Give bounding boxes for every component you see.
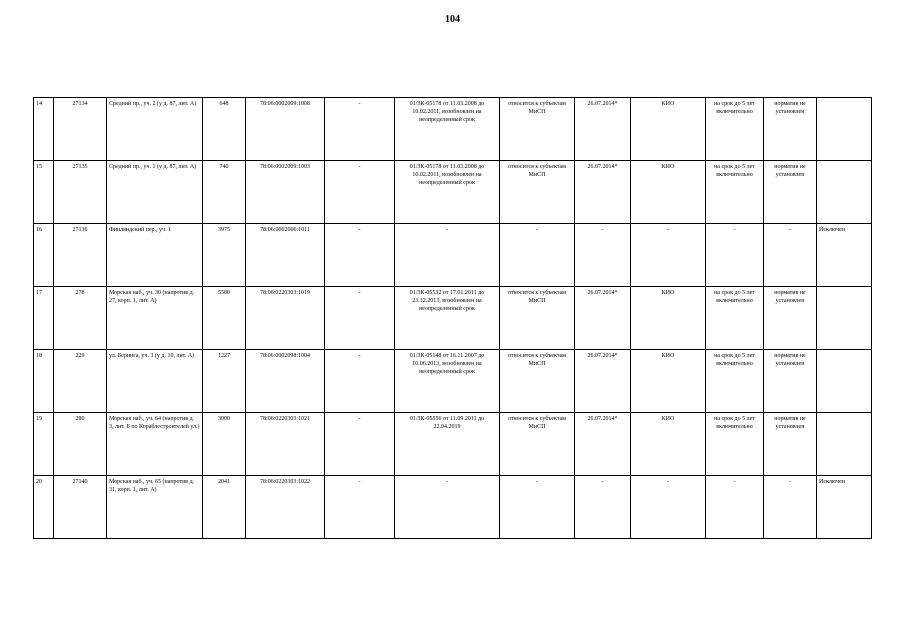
area-cell: 648 xyxy=(203,98,246,161)
lease-term-cell: - xyxy=(706,224,764,287)
authority-cell: КИО xyxy=(631,350,706,413)
encumbrance-cell: - xyxy=(325,224,395,287)
address-cell: Средний пр., уч. 2 (у д. 87, лит. А) xyxy=(107,98,203,161)
row-number-cell: 18 xyxy=(34,350,54,413)
address-cell: Средний пр., уч. 1 (у д. 87, лит. А) xyxy=(107,161,203,224)
address-cell: Морская наб., уч. 30 (напротив д. 27, корп. 1, лит. А) xyxy=(107,287,203,350)
note-cell: Исключен xyxy=(817,224,872,287)
lease-term-cell: на срок до 5 лет включительно xyxy=(706,98,764,161)
area-cell: 3000 xyxy=(203,413,246,476)
registry-number-cell: 27140 xyxy=(54,476,107,539)
row-number-cell: 14 xyxy=(34,98,54,161)
encumbrance-cell: - xyxy=(325,413,395,476)
lease-term-cell: на срок до 5 лет включительно xyxy=(706,161,764,224)
encumbrance-cell: - xyxy=(325,476,395,539)
table-row xyxy=(34,98,872,161)
property-category-cell: относится к субъектам МиСП xyxy=(500,98,575,161)
lease-term-cell: на срок до 5 лет включительно xyxy=(706,350,764,413)
registry-number-cell: 27134 xyxy=(54,98,107,161)
date-cell: 26.07.2014* xyxy=(575,413,631,476)
lease-contract-cell: - xyxy=(395,224,500,287)
cadastral-number-cell: 78:06:0220303:1019 xyxy=(246,287,325,350)
registry-number-cell: 229 xyxy=(54,350,107,413)
encumbrance-cell: - xyxy=(325,287,395,350)
table-row xyxy=(34,161,872,224)
property-category-cell: относится к субъектам МиСП xyxy=(500,350,575,413)
lease-contract-cell: 01/ЗК-05178 от 11.03.2008 до 10.02.2011, возобновлен на неопределенный срок xyxy=(395,161,500,224)
date-cell: - xyxy=(575,476,631,539)
registry-number-cell: 27136 xyxy=(54,224,107,287)
authority-cell: КИО xyxy=(631,161,706,224)
address-cell: ул. Беринга, уч. 3 (у д. 10, лит. А) xyxy=(107,350,203,413)
property-category-cell: относится к субъектам МиСП xyxy=(500,287,575,350)
note-cell xyxy=(817,287,872,350)
lease-contract-cell: - xyxy=(395,476,500,539)
note-cell xyxy=(817,350,872,413)
area-cell: 1227 xyxy=(203,350,246,413)
norm-cell: норматив не установлен xyxy=(764,161,817,224)
table-row xyxy=(34,350,872,413)
row-number-cell: 19 xyxy=(34,413,54,476)
lease-contract-cell: 01/ЗК-05556 от 11.09.2011 до 22.04.2019 xyxy=(395,413,500,476)
address-cell: Морская наб., уч. 65 (напротив д. 31, корп. 1, лит. А) xyxy=(107,476,203,539)
area-cell: 2041 xyxy=(203,476,246,539)
date-cell: 26.07.2014* xyxy=(575,98,631,161)
area-cell: 740 xyxy=(203,161,246,224)
cadastral-number-cell: 78:06:0220303:1022 xyxy=(246,476,325,539)
norm-cell: норматив не установлен xyxy=(764,287,817,350)
address-cell: Финляндский пер., уч. 1 xyxy=(107,224,203,287)
note-cell xyxy=(817,413,872,476)
date-cell: 26.07.2014* xyxy=(575,287,631,350)
authority-cell: КИО xyxy=(631,98,706,161)
lease-term-cell: на срок до 5 лет включительно xyxy=(706,287,764,350)
registry-table xyxy=(33,97,872,539)
note-cell: Исключен xyxy=(817,476,872,539)
encumbrance-cell: - xyxy=(325,161,395,224)
authority-cell: - xyxy=(631,476,706,539)
page-number: 104 xyxy=(445,14,460,25)
authority-cell: - xyxy=(631,224,706,287)
authority-cell: КИО xyxy=(631,413,706,476)
table-row xyxy=(34,287,872,350)
registry-number-cell: 278 xyxy=(54,287,107,350)
note-cell xyxy=(817,161,872,224)
date-cell: 26.07.2014* xyxy=(575,161,631,224)
cadastral-number-cell: 78:06:0002098:1004 xyxy=(246,350,325,413)
area-cell: 3975 xyxy=(203,224,246,287)
lease-term-cell: - xyxy=(706,476,764,539)
encumbrance-cell: - xyxy=(325,350,395,413)
norm-cell: норматив не установлен xyxy=(764,413,817,476)
registry-number-cell: 280 xyxy=(54,413,107,476)
property-category-cell: относится к субъектам МиСП xyxy=(500,413,575,476)
norm-cell: норматив не установлен xyxy=(764,350,817,413)
row-number-cell: 15 xyxy=(34,161,54,224)
date-cell: - xyxy=(575,224,631,287)
norm-cell: норматив не установлен xyxy=(764,98,817,161)
lease-contract-cell: 01/ЗК-05178 от 11.03.2008 до 10.02.2011, возобновлен на неопределенный срок xyxy=(395,98,500,161)
cadastral-number-cell: 78:06:0002006:1011 xyxy=(246,224,325,287)
date-cell: 26.07.2014* xyxy=(575,350,631,413)
row-number-cell: 16 xyxy=(34,224,54,287)
table-row xyxy=(34,224,872,287)
norm-cell: - xyxy=(764,476,817,539)
area-cell: 5580 xyxy=(203,287,246,350)
lease-contract-cell: 01/ЗК-05532 от 17.01.2011 до 23.12.2013, возобновлен на неопределенный срок xyxy=(395,287,500,350)
norm-cell: - xyxy=(764,224,817,287)
row-number-cell: 17 xyxy=(34,287,54,350)
row-number-cell: 20 xyxy=(34,476,54,539)
encumbrance-cell: - xyxy=(325,98,395,161)
property-category-cell: относится к субъектам МиСП xyxy=(500,161,575,224)
property-category-cell: - xyxy=(500,224,575,287)
lease-term-cell: на срок до 5 лет включительно xyxy=(706,413,764,476)
table-row xyxy=(34,476,872,539)
cadastral-number-cell: 78:06:0220303:1021 xyxy=(246,413,325,476)
authority-cell: КИО xyxy=(631,287,706,350)
property-category-cell: - xyxy=(500,476,575,539)
cadastral-number-cell: 78:06:0002009:1008 xyxy=(246,98,325,161)
cadastral-number-cell: 78:06:0002009:1003 xyxy=(246,161,325,224)
registry-number-cell: 27135 xyxy=(54,161,107,224)
table-row xyxy=(34,413,872,476)
lease-contract-cell: 01/ЗК-05148 от 16.11.2007 до 10.06.2013, возобновлен на неопределенный срок xyxy=(395,350,500,413)
address-cell: Морская наб., уч. 64 (напротив д. 3, лит. Б по Кораблестроителей ул.) xyxy=(107,413,203,476)
note-cell xyxy=(817,98,872,161)
